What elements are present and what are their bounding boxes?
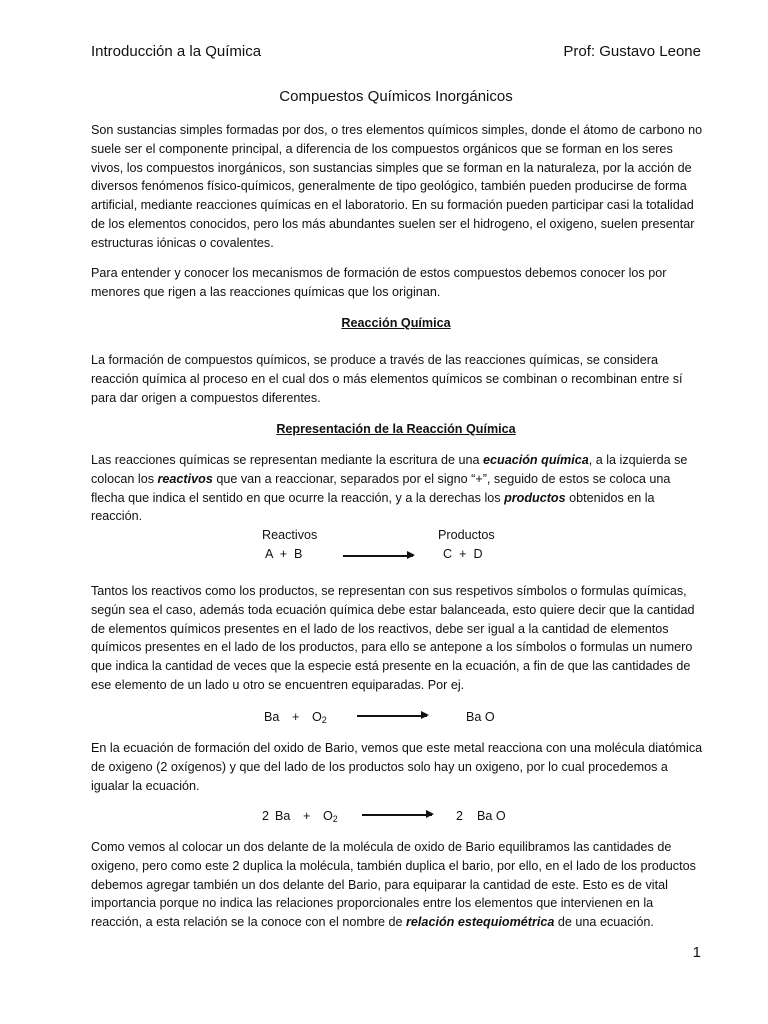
course-title: Introducción a la Química [91, 43, 262, 60]
page-number: 1 [692, 944, 701, 961]
reaction-arrow-icon [343, 555, 413, 557]
balanceo-paragraph: Tantos los reactivos como los productos, se representan con sus respetivos símbolos o formulas químicas, según sea el caso, además toda ecuación química debe estar balanceada, esto quiere decir que la cantidad de elementos químicos presentes en el lado de los reactivos, debe ser igual a la cantidad de elementos químicos presentes en el lado de los productos, para ello se antepone a los símbolos o formulas un numero que indica la cantidad de veces que la especie está presente en la ecuación, a fin de que las cantidades de ese elemento de un lado u otro se encuentren equiparadas. Por ej. [91, 584, 695, 692]
section-heading-reaccion: Reacción Química [341, 316, 451, 330]
products-label: Productos [438, 528, 495, 542]
reaccion-paragraph: La formación de compuestos químicos, se produce a través de las reacciones químicas, se considera reacción química al proceso en el cual dos o más elementos químicos se combinan o recombinan entre sí para dar origen a compuestos diferentes. [91, 353, 683, 405]
intro-paragraph-2: Para entender y conocer los mecanismos de formación de estos compuestos debemos conocer los por menores que rigen a las reacciones químicas que los originan. [91, 266, 667, 299]
document-page [91, 0, 703, 1024]
reaction-scheme [91, 526, 703, 566]
estequiometria-paragraph: Como vemos al colocar un dos delante de la molécula de oxido de Bario equilibramos las cantidades de oxigeno, pero como este 2 duplica la molécula, también duplica el bario, por ello, en el lado de los productos debemos agregar también un dos delante del Bario, para equiparar la cantidad de este. Esto es de vital importancia porque no indica las relaciones proporcionales entre los elementos que intervienen en la reacción, a esta relación se la conoce con el nombre de relación estequiométrica de una ecuación. [91, 840, 696, 930]
reactants-formula: A + B [265, 547, 303, 561]
document-title: Compuestos Químicos Inorgánicos [279, 88, 513, 105]
term-ecuacion-quimica: ecuación química [483, 453, 589, 467]
section-heading-representacion: Representación de la Reacción Química [276, 422, 516, 436]
reaction-arrow-icon [362, 814, 432, 816]
reaction-arrow-icon [357, 715, 427, 717]
representacion-paragraph: Las reacciones químicas se representan mediante la escritura de una ecuación química, a la izquierda se colocan los reactivos que van a reaccionar, separados por el signo “+”, seguido de estos se coloca una flecha que indica el sentido en que ocurre la reacción, y a la derechas los productos obtenidos en la reacción. [91, 453, 688, 524]
term-reactivos: reactivos [157, 471, 213, 486]
products-formula: C + D [443, 547, 483, 561]
intro-paragraph-1: Son sustancias simples formadas por dos, o tres elementos químicos simples, donde el átomo de carbono no suele ser el componente principal, a diferencia de los compuestos orgánicos que se forman en los seres vivos, los compuestos inorgánicos, son sustancias simples que se forman en la naturaleza, por la acción de diversos fenómenos físico-químicos, generalmente de tipo geológico, también pueden producirse de forma artificial, mediante reacciones químicas en el laboratorio. En su formación pueden participar casi la totalidad de los elementos conocidos, pero los más abundantes suelen ser el hidrogeno, el oxigeno, suelen presentar estructuras iónicas o covalentes. [91, 123, 703, 250]
term-relacion-estequiometrica: relación estequiométrica [406, 915, 555, 930]
reactants-label: Reactivos [262, 528, 318, 542]
term-productos: productos [504, 490, 566, 505]
equation-balanced: 2 Ba + $O_2$ 2 Ba O [262, 809, 506, 824]
oxido-bario-paragraph: En la ecuación de formación del oxido de Bario, vemos que este metal reacciona con una molécula diatómica de oxigeno (2 oxígenos) y que del lado de los productos solo hay un oxigeno, por lo cual procedemos a igualar la ecuación. [91, 741, 703, 793]
equation-barium-oxide: Ba + $O_2$ Ba O [264, 710, 495, 725]
professor-name: Prof: Gustavo Leone [563, 43, 701, 60]
